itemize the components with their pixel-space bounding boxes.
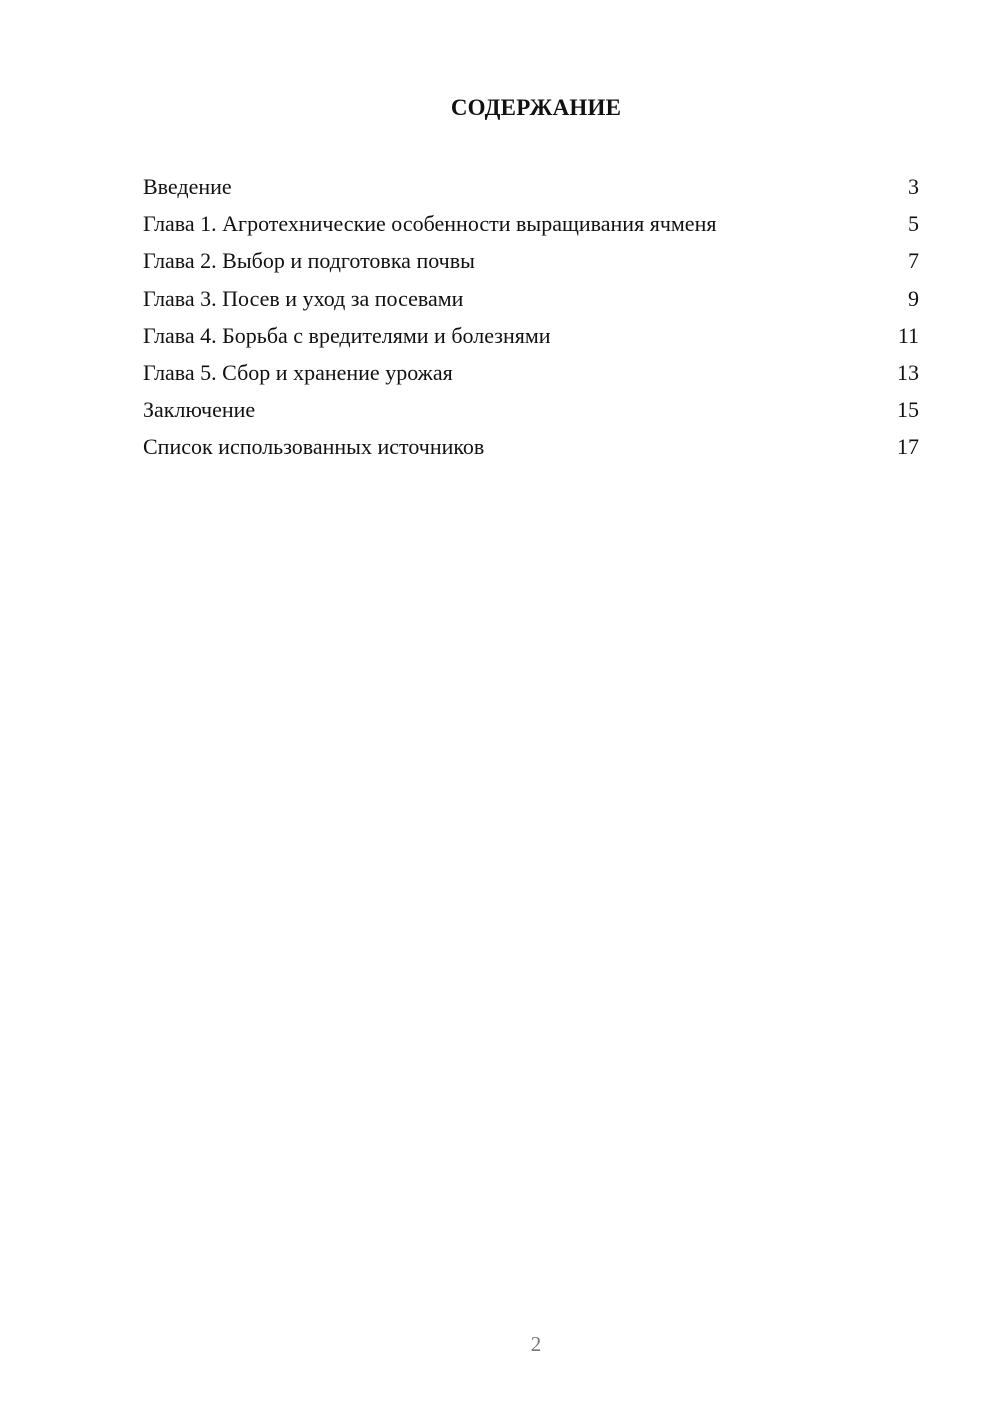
- toc-entry-label: Глава 4. Борьба с вредителями и болезнями: [143, 322, 551, 348]
- toc-entry-label: Список использованных источников: [143, 434, 485, 460]
- toc-entry-conclusion: [143, 391, 919, 428]
- toc-entry-page: 17: [897, 434, 919, 460]
- toc-entry-chapter-2: [143, 242, 919, 279]
- toc-entry-chapter-1: [143, 205, 919, 242]
- toc-entry-label: Глава 3. Посев и уход за посевами: [143, 285, 464, 311]
- toc-entry-chapter-4: [143, 317, 919, 354]
- toc-entry-page: 7: [908, 248, 919, 274]
- page-title: СОДЕРЖАНИЕ: [450, 95, 622, 120]
- toc-entry-chapter-5: [143, 354, 919, 391]
- toc-entry-page: 11: [897, 322, 919, 348]
- toc-entry-page: 15: [897, 397, 919, 423]
- toc-entry-page: 5: [908, 211, 919, 237]
- page-number: 2: [530, 1332, 542, 1356]
- toc-entry-label: Заключение: [143, 397, 256, 423]
- toc-entry-label: Введение: [143, 174, 232, 199]
- toc-entry-chapter-3: [143, 280, 919, 317]
- toc-entry-page: 9: [908, 285, 919, 311]
- toc-entry-label: Глава 5. Сбор и хранение урожая: [143, 359, 453, 385]
- toc-entry-label: Глава 2. Выбор и подготовка почвы: [143, 248, 475, 274]
- toc-entry-introduction: [143, 168, 919, 205]
- table-of-contents: [143, 168, 919, 466]
- toc-entry-page: 3: [908, 174, 919, 199]
- toc-entry-references: [143, 428, 919, 465]
- toc-entry-label: Глава 1. Агротехнические особенности выращивания ячменя: [143, 211, 717, 237]
- toc-entry-page: 13: [897, 359, 919, 385]
